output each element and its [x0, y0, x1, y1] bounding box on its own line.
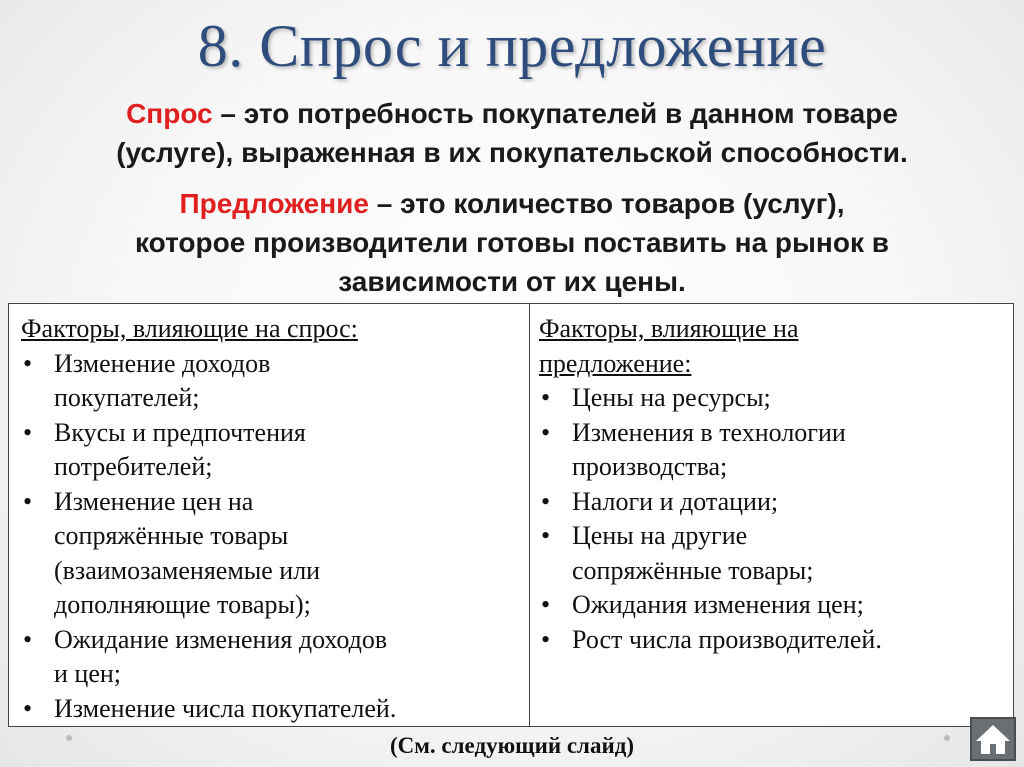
list-item-line: покупателей;	[54, 383, 200, 412]
supply-term: Предложение	[179, 188, 369, 219]
list-item-line: Ожидания изменения цен;	[572, 590, 864, 619]
demand-definition-line2: (услуге), выраженная в их покупательской способности.	[116, 137, 908, 168]
list-item-line: (взаимозаменяемые или	[54, 555, 321, 585]
decorative-dot	[944, 735, 950, 741]
supply-definition-line2: которое производители готовы поставить на рынок в	[135, 227, 889, 258]
demand-term: Спрос	[126, 98, 213, 129]
column-divider	[529, 304, 530, 726]
demand-definition-text: – это потребность покупателей в данном товаре	[212, 98, 898, 129]
bullet-icon: •	[23, 624, 33, 654]
demand-factors-heading: Факторы, влияющие на спрос:	[21, 314, 358, 343]
list-item	[539, 485, 1009, 520]
list-item	[539, 381, 1009, 416]
list-item	[21, 623, 521, 692]
list-item-line: Рост числа производителей.	[572, 624, 882, 654]
list-item-line: сопряжённые товары	[54, 521, 289, 550]
list-item-line: Цены на ресурсы;	[572, 383, 771, 412]
list-item	[21, 485, 521, 623]
list-item-line: Изменения в технологии	[572, 417, 846, 447]
demand-factors-list	[21, 347, 521, 727]
list-item-line: потребителей;	[54, 452, 213, 481]
supply-definition-text: – это количество товаров (услуг),	[368, 188, 845, 219]
list-item	[539, 416, 1009, 485]
list-item-line: дополняющие товары);	[54, 590, 311, 619]
list-item	[21, 347, 521, 416]
list-item-line: сопряжённые товары;	[572, 555, 814, 585]
bullet-icon: •	[541, 590, 551, 619]
supply-factors-heading-line2: предложение:	[539, 348, 692, 378]
list-item	[539, 519, 1009, 588]
list-item-line: и цен;	[54, 659, 122, 688]
bullet-icon: •	[541, 383, 551, 412]
list-item-line: Изменение доходов	[54, 348, 271, 378]
list-item-line: Вкусы и предпочтения	[54, 417, 306, 447]
home-icon	[972, 719, 1014, 759]
supply-factors-heading	[539, 312, 1009, 381]
list-item-line: Цены на другие	[572, 521, 748, 550]
slide-title: 8. Спрос и предложение	[197, 13, 827, 79]
home-button[interactable]	[970, 717, 1016, 761]
factors-table	[8, 303, 1014, 727]
supply-factors-heading-line1: Факторы, влияющие на	[539, 314, 799, 343]
next-slide-note: (См. следующий слайд)	[390, 733, 634, 758]
supply-definition	[0, 184, 1024, 301]
bullet-icon: •	[23, 486, 33, 516]
list-item-line: Изменение числа покупателей.	[54, 693, 397, 723]
supply-factors-list	[539, 381, 1009, 657]
bullet-icon: •	[541, 624, 551, 654]
demand-factors-column	[21, 312, 521, 726]
list-item	[539, 588, 1009, 623]
bullet-icon: •	[23, 348, 33, 378]
list-item-line: Изменение цен на	[54, 486, 254, 516]
list-item	[539, 623, 1009, 658]
bullet-icon: •	[541, 486, 551, 516]
decorative-dot	[66, 735, 72, 741]
supply-definition-line3: зависимости от их цены.	[338, 266, 686, 297]
list-item-line: Ожидание изменения доходов	[54, 624, 388, 654]
bullet-icon: •	[23, 693, 33, 723]
list-item-line: производства;	[572, 452, 728, 481]
list-item-line: Налоги и дотации;	[572, 486, 779, 516]
supply-factors-column	[539, 312, 1009, 657]
bullet-icon: •	[541, 521, 551, 550]
list-item	[21, 416, 521, 485]
list-item	[21, 692, 521, 727]
bullet-icon: •	[23, 417, 33, 447]
bullet-icon: •	[541, 417, 551, 447]
demand-definition	[0, 94, 1024, 172]
